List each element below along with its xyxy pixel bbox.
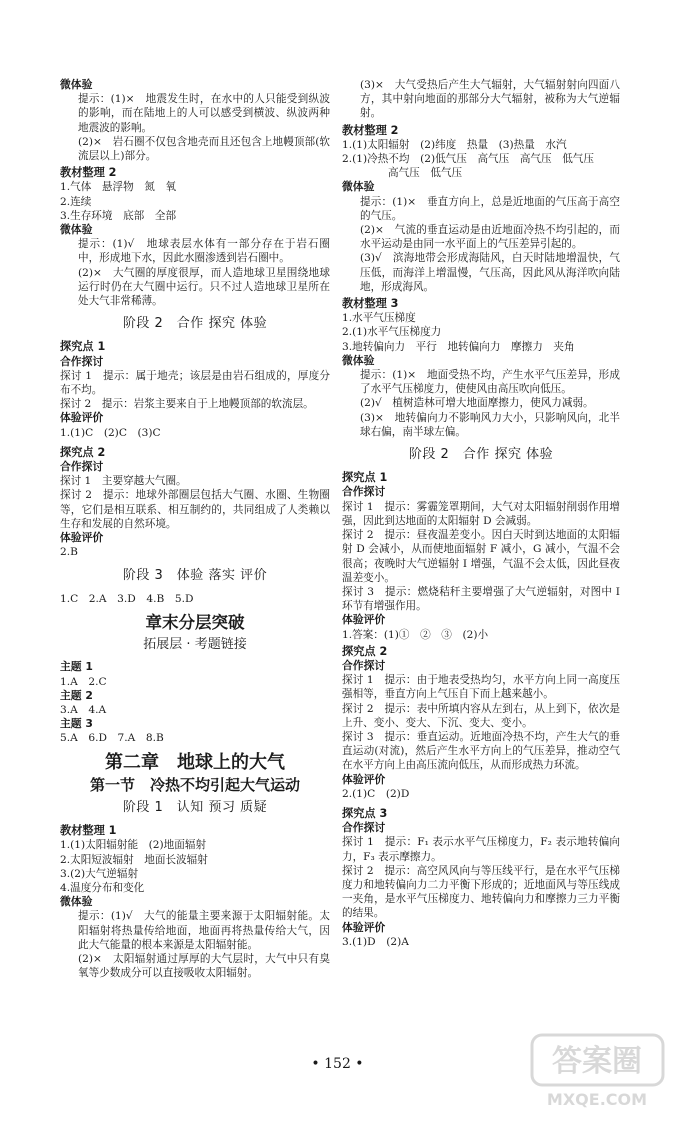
- answer-text: 3.地转偏向力 平行 地转偏向力 摩擦力 夹角: [342, 340, 575, 353]
- answer-text: 探讨 2 提示：表中所填内容从左到右，从上到下，依次是上升、变小、变大、下沉、变大、变小。: [342, 702, 620, 729]
- answer-text: 2.B: [60, 546, 78, 559]
- answer-text: (2)√ 植树造林可增大地面摩擦力，使风力减弱。: [360, 397, 594, 410]
- left-column: [60, 78, 330, 980]
- section-heading: 探究点 2: [60, 445, 106, 459]
- chapter-end-title: 章末分层突破: [145, 612, 245, 632]
- section-heading: 微体验: [342, 353, 375, 367]
- answer-text: 探讨 1 主要穿越大气圈。: [60, 475, 187, 488]
- answer-text: 1.(1)太阳辐射能 (2)地面辐射: [60, 839, 207, 852]
- watermark-text: 答案圈: [552, 1044, 642, 1079]
- chapter-end-subtitle: 拓展层 · 考题链接: [143, 637, 247, 653]
- answer-text: 1.C 2.A 3.D 4.B 5.D: [60, 592, 194, 605]
- answer-text: 探讨 1 提示：F₁ 表示水平气压梯度力，F₂ 表示地转偏向力，F₃ 表示摩擦力。: [342, 836, 620, 863]
- section-heading: 探究点 1: [342, 471, 388, 485]
- section-heading: 体验评价: [342, 613, 386, 627]
- topic-heading: 主题 3: [60, 717, 93, 731]
- answer-text: (3)√ 滨海地带会形成海陆风，白天时陆地增温快，气压低，而海洋上增温慢，气压高，因此风从海洋吹向陆地，形成海风。: [360, 252, 620, 293]
- stage-title: 阶段 2 合作 探究 体验: [122, 316, 268, 332]
- section-heading: 微体验: [60, 223, 93, 237]
- answer-text: 提示：(1)× 地面受热不均，产生水平气压差异，形成了水平气压梯度力，使使风由高压吹向低压。: [360, 369, 620, 396]
- section-heading: 微体验: [60, 895, 93, 909]
- answer-text: 2.(1)水平气压梯度力: [342, 326, 442, 339]
- answer-text: (2)× 太阳辐射通过厚厚的大气层时，大气中只有臭氧等少数成分可以直接吸收太阳辐射。: [78, 952, 330, 980]
- answer-text: 3.(1)D (2)A: [342, 935, 409, 948]
- answer-text: 探讨 2 提示：昼夜温差变小。因白天时到达地面的太阳辐射 D 会减小，从而使地面辐射 F 减小，G 减小，气温不会很高；夜晚时大气逆辐射 I 增强，气温不会太低，因此昼夜温差变小。: [342, 529, 620, 584]
- answer-text: 探讨 3 提示：燃烧秸秆主要增强了大气逆辐射，对图中 I 环节有增强作用。: [342, 585, 620, 613]
- answer-text: 5.A 6.D 7.A 8.B: [60, 732, 164, 745]
- section-heading: 微体验: [60, 78, 93, 91]
- answer-text: 提示：(1)√ 地球表层水体有一部分存在于岩石圈中，形成地下水，因此水圈渗透到岩石圈中。: [78, 238, 330, 265]
- section-heading: 合作探讨: [60, 354, 104, 368]
- answer-text: 2.(1)冷热不均 (2)低气压 高气压 高气压 低气压: [342, 153, 594, 166]
- answer-text: (2)× 气流的垂直运动是由近地面冷热不均引起的，而水平运动是由同一水平面上的气压差异引起的。: [360, 224, 620, 251]
- section-heading: 教材整理 2: [60, 166, 117, 180]
- answer-text: 1.答案：(1)① ② ③ (2)小: [342, 628, 489, 641]
- section-heading: 教材整理 1: [60, 824, 117, 838]
- answer-text: (2)× 岩石圈不仅包含地壳而且还包含上地幔顶部(软流层以上)部分。: [78, 135, 330, 163]
- answer-text: 探讨 1 提示：雾霾笼罩期间，大气对太阳辐射削弱作用增强，因此到达地面的太阳辐射 D 会减弱。: [342, 500, 620, 527]
- answer-text: 3.(2)大气逆辐射: [60, 867, 139, 880]
- answer-text: 探讨 1 提示：属于地壳；该层是由岩石组成的，厚度分布不均。: [60, 369, 330, 397]
- answer-text: 1.(1)太阳辐射 (2)纬度 热量 (3)热量 水汽: [342, 138, 567, 151]
- watermark-url: MXQE.COM: [546, 1090, 648, 1109]
- watermark-logo: [530, 1031, 665, 1111]
- stage-title: 阶段 2 合作 探究 体验: [408, 447, 554, 463]
- section-heading: 合作探讨: [342, 658, 386, 672]
- chapter-title: 第二章 地球上的大气: [105, 751, 285, 773]
- answer-text: 3.A 4.A: [60, 703, 107, 716]
- section-title: 第一节 冷热不均引起大气运动: [89, 775, 300, 794]
- answer-text: 探讨 3 提示：垂直运动。近地面冷热不均，产生大气的垂直运动(对流)，然后产生水平方向上的气压差异，推动空气在水平方向上由高压流向低压，从而形成热力环流。: [342, 730, 620, 772]
- stage-title: 阶段 3 体验 落实 评价: [122, 567, 268, 583]
- answer-text: 4.温度分布和变化: [60, 881, 145, 894]
- section-heading: 合作探讨: [342, 485, 386, 499]
- answer-text: 3.生存环境 底部 全部: [60, 209, 177, 222]
- answer-text: 2.太阳短波辐射 地面长波辐射: [60, 853, 208, 866]
- answer-text: 1.水平气压梯度: [342, 312, 416, 325]
- section-heading: 微体验: [342, 180, 375, 194]
- answer-text: (2)× 大气圈的厚度很厚，而人造地球卫星围绕地球运行时仍在大气圈中运行。只不过人造地球卫星所在处大气非常稀薄。: [78, 266, 330, 308]
- answer-text: 1.(1)C (2)C (3)C: [60, 426, 161, 439]
- answer-text: 2.连续: [60, 195, 92, 208]
- answer-text: (3)× 大气受热后产生大气辐射，大气辐射射向四面八方，其中射向地面的那部分大气辐射，被称为大气逆辐射。: [360, 79, 620, 120]
- section-heading: 合作探讨: [342, 821, 386, 835]
- answer-text: 2.(1)C (2)D: [342, 787, 410, 800]
- section-heading: 教材整理 3: [342, 297, 399, 311]
- section-heading: 探究点 3: [342, 806, 388, 820]
- section-heading: 体验评价: [60, 531, 104, 545]
- answer-text: 1.A 2.C: [60, 675, 107, 688]
- answer-text: 提示：(1)√ 大气的能量主要来源于太阳辐射能。太阳辐射将热量传给地面，地面再将热量传给大气，因此大气能量的根本来源是太阳辐射能。: [78, 910, 330, 951]
- section-heading: 体验评价: [60, 411, 104, 425]
- answer-text: 探讨 1 提示：由于地表受热均匀，水平方向上同一高度压强相等，垂直方向上气压自下而上越来越小。: [342, 674, 620, 701]
- answer-text: 探讨 2 提示：地球外部圈层包括大气圈、水圈、生物圈等，它们是相互联系、相互制约的，共同组成了人类赖以生存和发展的自然环境。: [60, 489, 330, 530]
- page-number: • 152 •: [311, 1056, 364, 1072]
- section-heading: 合作探讨: [60, 460, 104, 474]
- answer-text: 探讨 2 提示：岩浆主要来自于上地幔顶部的软流层。: [60, 398, 314, 411]
- topic-heading: 主题 2: [60, 688, 93, 702]
- section-heading: 探究点 2: [342, 644, 388, 658]
- topic-heading: 主题 1: [60, 660, 93, 674]
- answer-text: 1.气体 悬浮物 氮 氧: [60, 181, 177, 194]
- answer-text: 探讨 2 提示：高空风风向与等压线平行，是在水平气压梯度力和地转偏向力二力平衡下形成的；近地面风与等压线成一夹角，是水平气压梯度力、地转偏向力和摩擦力三力平衡的结果。: [342, 864, 620, 920]
- section-heading: 教材整理 2: [342, 123, 399, 137]
- section-heading: 探究点 1: [60, 340, 106, 354]
- section-heading: 体验评价: [342, 920, 386, 934]
- answer-text: (3)× 地转偏向力不影响风力大小，只影响风向，北半球右偏，南半球左偏。: [360, 411, 620, 438]
- section-heading: 体验评价: [342, 772, 386, 786]
- answer-text: 高气压 低气压: [388, 167, 463, 180]
- stage-title: 阶段 1 认知 预习 质疑: [122, 799, 268, 815]
- right-column: [342, 78, 620, 949]
- answer-text: 提示：(1)× 垂直方向上，总是近地面的气压高于高空的气压。: [360, 195, 620, 222]
- answer-text: 提示：(1)× 地震发生时，在水中的人只能受到纵波的影响，而在陆地上的人可以感受到横波、纵波两种地震波的影响。: [78, 93, 330, 134]
